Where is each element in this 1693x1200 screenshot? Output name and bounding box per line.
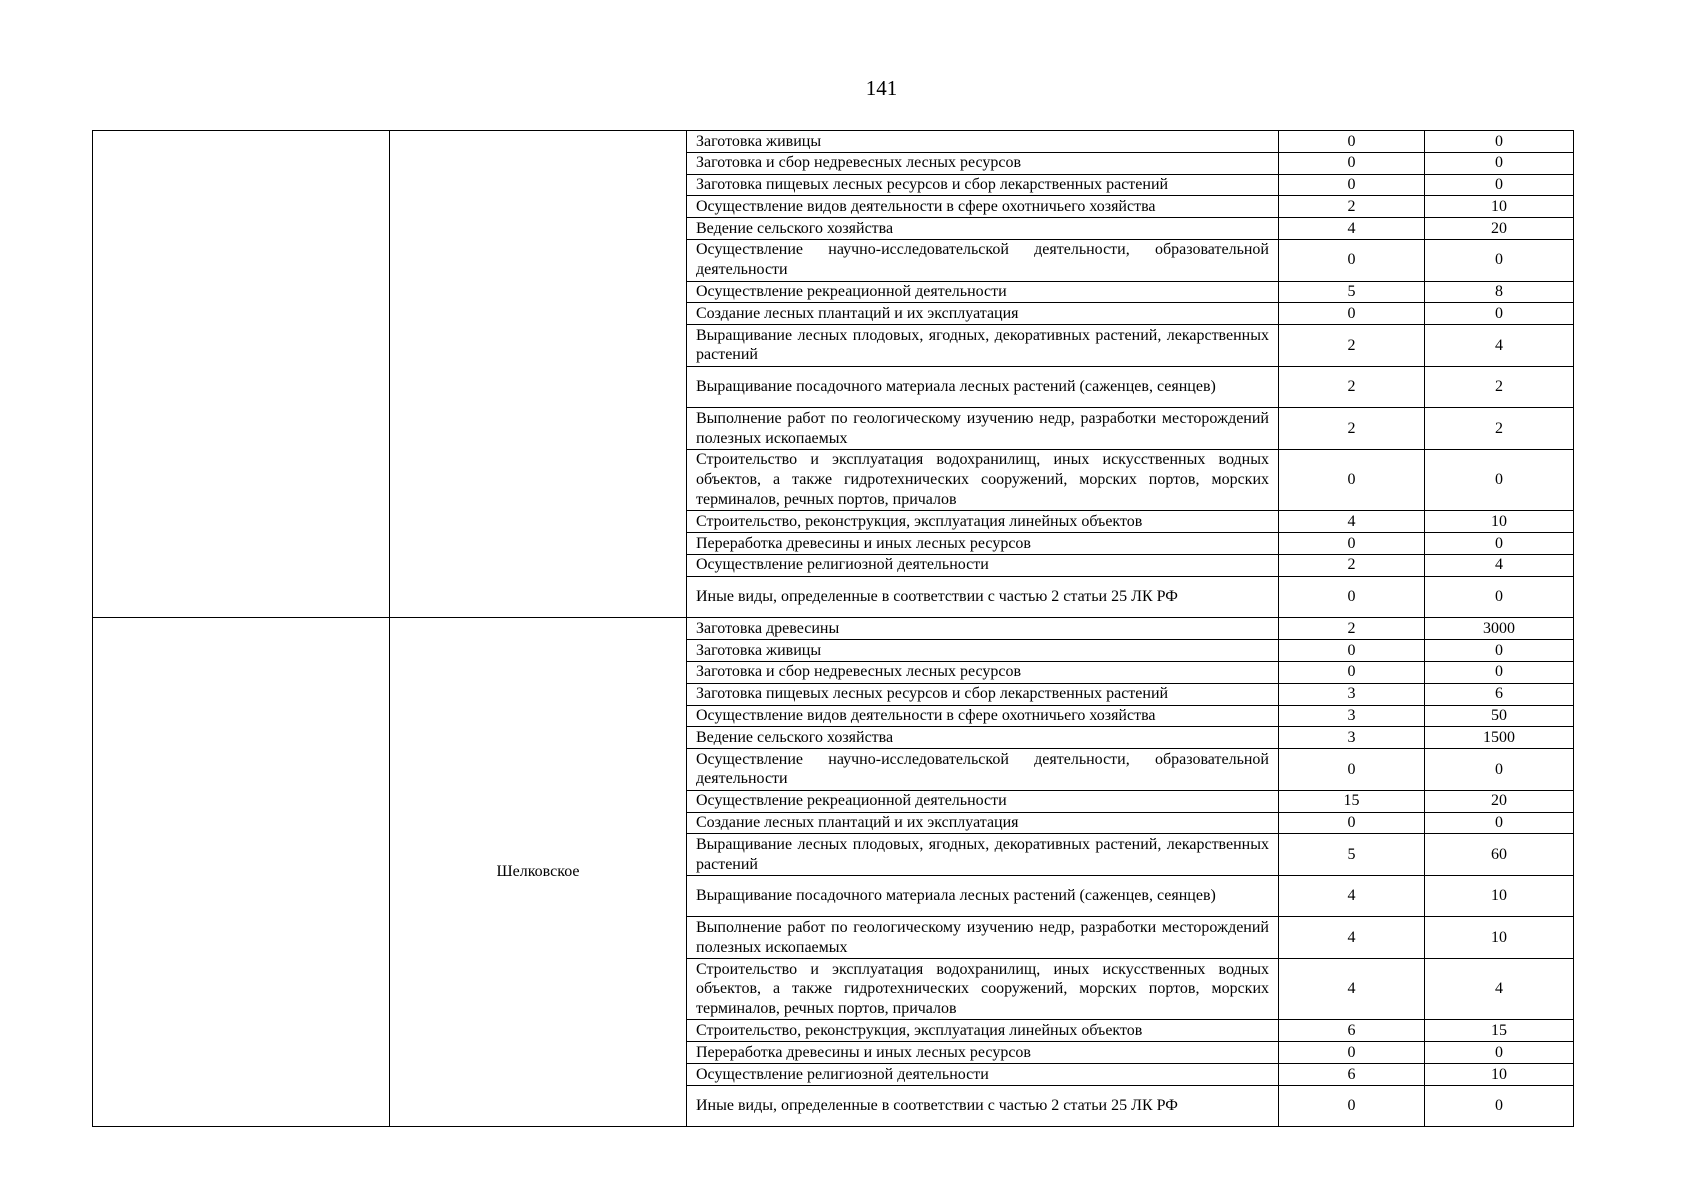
area-cell: 10 bbox=[1425, 875, 1574, 917]
area-cell: 1500 bbox=[1425, 727, 1574, 749]
area-cell: 0 bbox=[1425, 174, 1574, 196]
area-cell: 60 bbox=[1425, 834, 1574, 876]
count-cell: 0 bbox=[1279, 174, 1425, 196]
activity-cell: Выращивание лесных плодовых, ягодных, декоративных растений, лекарственных растений bbox=[687, 834, 1279, 876]
count-cell: 0 bbox=[1279, 1085, 1425, 1127]
count-cell: 0 bbox=[1279, 640, 1425, 662]
count-cell: 5 bbox=[1279, 834, 1425, 876]
area-cell: 0 bbox=[1425, 449, 1574, 510]
activity-cell: Выращивание лесных плодовых, ягодных, декоративных растений, лекарственных растений bbox=[687, 325, 1279, 367]
count-cell: 0 bbox=[1279, 1042, 1425, 1064]
area-cell: 0 bbox=[1425, 1085, 1574, 1127]
count-cell: 0 bbox=[1279, 576, 1425, 618]
activity-cell: Строительство и эксплуатация водохранилищ, иных искусственных водных объектов, а также гидротехнических сооружений, морских портов, морских терминалов, речных портов, причалов bbox=[687, 449, 1279, 510]
area-cell: 10 bbox=[1425, 917, 1574, 959]
district-cell: Шелковское bbox=[390, 618, 687, 1127]
area-cell: 3000 bbox=[1425, 618, 1574, 640]
count-cell: 0 bbox=[1279, 533, 1425, 555]
activity-cell: Строительство, реконструкция, эксплуатация линейных объектов bbox=[687, 1020, 1279, 1042]
area-cell: 4 bbox=[1425, 325, 1574, 367]
area-cell: 8 bbox=[1425, 281, 1574, 303]
activity-cell: Осуществление научно-исследовательской деятельности, образовательной деятельности bbox=[687, 239, 1279, 281]
count-cell: 4 bbox=[1279, 875, 1425, 917]
area-cell: 10 bbox=[1425, 511, 1574, 533]
count-cell: 5 bbox=[1279, 281, 1425, 303]
activity-cell: Создание лесных плантаций и их эксплуатация bbox=[687, 812, 1279, 834]
count-cell: 4 bbox=[1279, 511, 1425, 533]
count-cell: 3 bbox=[1279, 705, 1425, 727]
activity-cell: Переработка древесины и иных лесных ресурсов bbox=[687, 533, 1279, 555]
area-cell: 50 bbox=[1425, 705, 1574, 727]
activity-cell: Осуществление религиозной деятельности bbox=[687, 1064, 1279, 1086]
activity-cell: Иные виды, определенные в соответствии с частью 2 статьи 25 ЛК РФ bbox=[687, 1085, 1279, 1127]
table-body bbox=[93, 131, 1574, 1127]
forestry-cell bbox=[93, 131, 390, 618]
count-cell: 2 bbox=[1279, 196, 1425, 218]
page-number: 141 bbox=[865, 76, 898, 100]
activity-cell: Создание лесных плантаций и их эксплуатация bbox=[687, 303, 1279, 325]
table-row bbox=[93, 618, 1574, 640]
activity-cell: Заготовка пищевых лесных ресурсов и сбор лекарственных растений bbox=[687, 174, 1279, 196]
count-cell: 6 bbox=[1279, 1064, 1425, 1086]
count-cell: 2 bbox=[1279, 408, 1425, 450]
area-cell: 15 bbox=[1425, 1020, 1574, 1042]
activity-cell: Ведение сельского хозяйства bbox=[687, 727, 1279, 749]
count-cell: 0 bbox=[1279, 303, 1425, 325]
area-cell: 0 bbox=[1425, 640, 1574, 662]
area-cell: 2 bbox=[1425, 366, 1574, 408]
activity-cell: Иные виды, определенные в соответствии с частью 2 статьи 25 ЛК РФ bbox=[687, 576, 1279, 618]
area-cell: 10 bbox=[1425, 1064, 1574, 1086]
activity-cell: Осуществление видов деятельности в сфере охотничьего хозяйства bbox=[687, 196, 1279, 218]
activity-cell: Осуществление религиозной деятельности bbox=[687, 554, 1279, 576]
count-cell: 4 bbox=[1279, 917, 1425, 959]
area-cell: 4 bbox=[1425, 959, 1574, 1020]
area-cell: 6 bbox=[1425, 683, 1574, 705]
activity-cell: Строительство и эксплуатация водохранилищ, иных искусственных водных объектов, а также гидротехнических сооружений, морских портов, морских терминалов, речных портов, причалов bbox=[687, 959, 1279, 1020]
area-cell: 0 bbox=[1425, 1042, 1574, 1064]
count-cell: 4 bbox=[1279, 959, 1425, 1020]
area-cell: 0 bbox=[1425, 812, 1574, 834]
count-cell: 0 bbox=[1279, 749, 1425, 791]
area-cell: 0 bbox=[1425, 152, 1574, 174]
activity-cell: Заготовка пищевых лесных ресурсов и сбор лекарственных растений bbox=[687, 683, 1279, 705]
area-cell: 20 bbox=[1425, 790, 1574, 812]
activity-cell: Заготовка и сбор недревесных лесных ресурсов bbox=[687, 661, 1279, 683]
activity-cell: Заготовка живицы bbox=[687, 640, 1279, 662]
activity-cell: Выполнение работ по геологическому изучению недр, разработки месторождений полезных ископаемых bbox=[687, 408, 1279, 450]
count-cell: 0 bbox=[1279, 239, 1425, 281]
count-cell: 2 bbox=[1279, 325, 1425, 367]
count-cell: 0 bbox=[1279, 152, 1425, 174]
area-cell: 4 bbox=[1425, 554, 1574, 576]
count-cell: 15 bbox=[1279, 790, 1425, 812]
count-cell: 2 bbox=[1279, 554, 1425, 576]
activity-cell: Переработка древесины и иных лесных ресурсов bbox=[687, 1042, 1279, 1064]
activity-cell: Строительство, реконструкция, эксплуатация линейных объектов bbox=[687, 511, 1279, 533]
area-cell: 20 bbox=[1425, 218, 1574, 240]
activity-cell: Ведение сельского хозяйства bbox=[687, 218, 1279, 240]
count-cell: 3 bbox=[1279, 683, 1425, 705]
activity-cell: Заготовка живицы bbox=[687, 131, 1279, 153]
area-cell: 0 bbox=[1425, 239, 1574, 281]
area-cell: 2 bbox=[1425, 408, 1574, 450]
district-cell bbox=[390, 131, 687, 618]
count-cell: 2 bbox=[1279, 366, 1425, 408]
activity-cell: Осуществление рекреационной деятельности bbox=[687, 281, 1279, 303]
area-cell: 0 bbox=[1425, 749, 1574, 791]
area-cell: 10 bbox=[1425, 196, 1574, 218]
activity-cell: Выращивание посадочного материала лесных растений (саженцев, сеянцев) bbox=[687, 875, 1279, 917]
count-cell: 0 bbox=[1279, 812, 1425, 834]
area-cell: 0 bbox=[1425, 303, 1574, 325]
activity-cell: Осуществление рекреационной деятельности bbox=[687, 790, 1279, 812]
count-cell: 0 bbox=[1279, 449, 1425, 510]
area-cell: 0 bbox=[1425, 576, 1574, 618]
count-cell: 0 bbox=[1279, 131, 1425, 153]
activity-cell: Выполнение работ по геологическому изучению недр, разработки месторождений полезных ископаемых bbox=[687, 917, 1279, 959]
activity-cell: Осуществление научно-исследовательской деятельности, образовательной деятельности bbox=[687, 749, 1279, 791]
activity-cell: Заготовка и сбор недревесных лесных ресурсов bbox=[687, 152, 1279, 174]
area-cell: 0 bbox=[1425, 131, 1574, 153]
forest-use-table bbox=[92, 130, 1574, 1127]
activity-cell: Заготовка древесины bbox=[687, 618, 1279, 640]
forestry-cell bbox=[93, 618, 390, 1127]
count-cell: 3 bbox=[1279, 727, 1425, 749]
activity-cell: Выращивание посадочного материала лесных растений (саженцев, сеянцев) bbox=[687, 366, 1279, 408]
count-cell: 0 bbox=[1279, 661, 1425, 683]
activity-cell: Осуществление видов деятельности в сфере охотничьего хозяйства bbox=[687, 705, 1279, 727]
table-row bbox=[93, 131, 1574, 153]
count-cell: 4 bbox=[1279, 218, 1425, 240]
area-cell: 0 bbox=[1425, 533, 1574, 555]
area-cell: 0 bbox=[1425, 661, 1574, 683]
count-cell: 6 bbox=[1279, 1020, 1425, 1042]
count-cell: 2 bbox=[1279, 618, 1425, 640]
